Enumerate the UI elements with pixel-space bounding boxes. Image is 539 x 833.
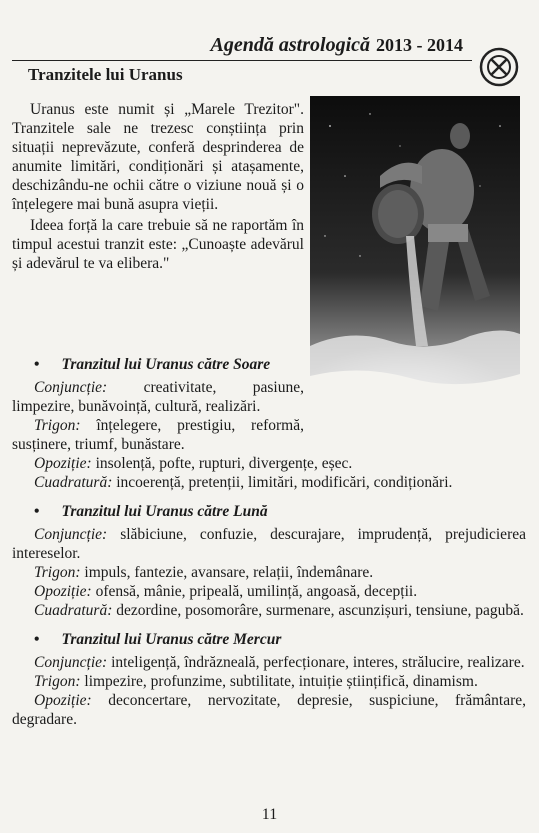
section-title: Tranzitele lui Uranus xyxy=(28,65,183,84)
crossed-circle-logo-icon xyxy=(478,46,520,88)
aspect-line xyxy=(12,582,526,601)
aspect-label: Opoziție: xyxy=(34,583,92,600)
page-number: 11 xyxy=(261,806,278,823)
aspect-text: ofensă, mânie, pripeală, umilință, angoasă, decepții. xyxy=(91,583,418,600)
aspect-label: Conjuncție: xyxy=(34,654,108,671)
aspect-text: dezordine, posomorâre, surmenare, ascunzișuri, tensiune, pagubă. xyxy=(112,602,524,619)
aspect-line xyxy=(12,601,526,620)
aspect-label: Cuadratură: xyxy=(34,474,113,491)
intro-text xyxy=(12,100,304,273)
aspect-text: incoerență, pretenții, limitări, modificări, condiționări. xyxy=(112,474,453,491)
aspect-text: deconcertare, nervozitate, depresie, suspiciune, frământare, degradare. xyxy=(12,692,526,728)
transits-list xyxy=(12,345,526,729)
aspect-line xyxy=(12,653,526,672)
aspect-label: Opoziție: xyxy=(34,692,92,709)
aspect-text: inteligență, îndrăzneală, perfecționare, interes, strălucire, realizare. xyxy=(107,654,525,671)
intro-paragraph-2: Ideea forță la care trebuie să ne raportăm în timpul acestui tranzit este: „Cunoaște adevărul și adevărul te va elibera." xyxy=(12,217,304,272)
header-years: 2013 - 2014 xyxy=(376,35,463,55)
header-title xyxy=(211,34,463,57)
aspect-text: slăbiciune, confuzie, descurajare, imprudență, prejudicierea intereselor. xyxy=(12,526,526,562)
aspect-line xyxy=(12,563,526,582)
aspect-label: Cuadratură: xyxy=(34,602,113,619)
aspect-line xyxy=(12,525,526,563)
aspect-text: creativitate, pasiune, limpezire, bunăvoință, cultură, realizări. xyxy=(12,379,304,415)
page-header xyxy=(0,30,539,70)
aspect-text: înțelegere, prestigiu, reformă, susținere, triumf, bunăstare. xyxy=(12,417,304,453)
header-title-text: Agendă astrologică xyxy=(210,34,370,56)
header-rule xyxy=(12,60,472,61)
aspect-text: limpezire, profunzime, subtilitate, intuiție științifică, dinamism. xyxy=(80,673,478,690)
aspect-text: insolență, pofte, rupturi, divergențe, eșec. xyxy=(91,455,353,472)
bullet-2: • xyxy=(34,503,40,520)
transit-heading-text: Tranzitul lui Uranus către Lună xyxy=(61,503,268,520)
transit-heading-soare xyxy=(12,355,526,374)
aspect-label: Conjuncție: xyxy=(34,526,108,543)
aspect-label: Opoziție: xyxy=(34,455,92,472)
aspect-line xyxy=(12,473,526,492)
aspect-label: Conjuncție: xyxy=(34,379,108,396)
aspect-line xyxy=(12,378,304,416)
aspect-line xyxy=(12,416,304,454)
bullet-3: • xyxy=(34,631,40,648)
aspect-label: Trigon: xyxy=(34,417,81,434)
aspect-label: Trigon: xyxy=(34,564,81,581)
transit-heading-luna xyxy=(12,502,526,521)
aspect-line xyxy=(12,672,526,691)
aspect-line xyxy=(12,691,526,729)
transit-heading-text: Tranzitul lui Uranus către Soare xyxy=(61,356,271,373)
aspect-text: impuls, fantezie, avansare, relații, îndemânare. xyxy=(80,564,374,581)
intro-paragraph-1: Uranus este numit și „Marele Trezitor". Tranzitele sale ne trezesc conștiința prin situații neprevăzute, conferă desprinderea de anumite limitări, condiționări și atașamente, deschizându-ne ochii către o viziune nouă și o înțelegere mai bună asupra vieții. xyxy=(12,101,304,213)
transit-heading-mercur xyxy=(12,630,526,649)
bullet-1: • xyxy=(34,356,40,373)
transit-heading-text: Tranzitul lui Uranus către Mercur xyxy=(61,631,282,648)
aspect-label: Trigon: xyxy=(34,673,81,690)
aspect-line xyxy=(12,454,526,473)
